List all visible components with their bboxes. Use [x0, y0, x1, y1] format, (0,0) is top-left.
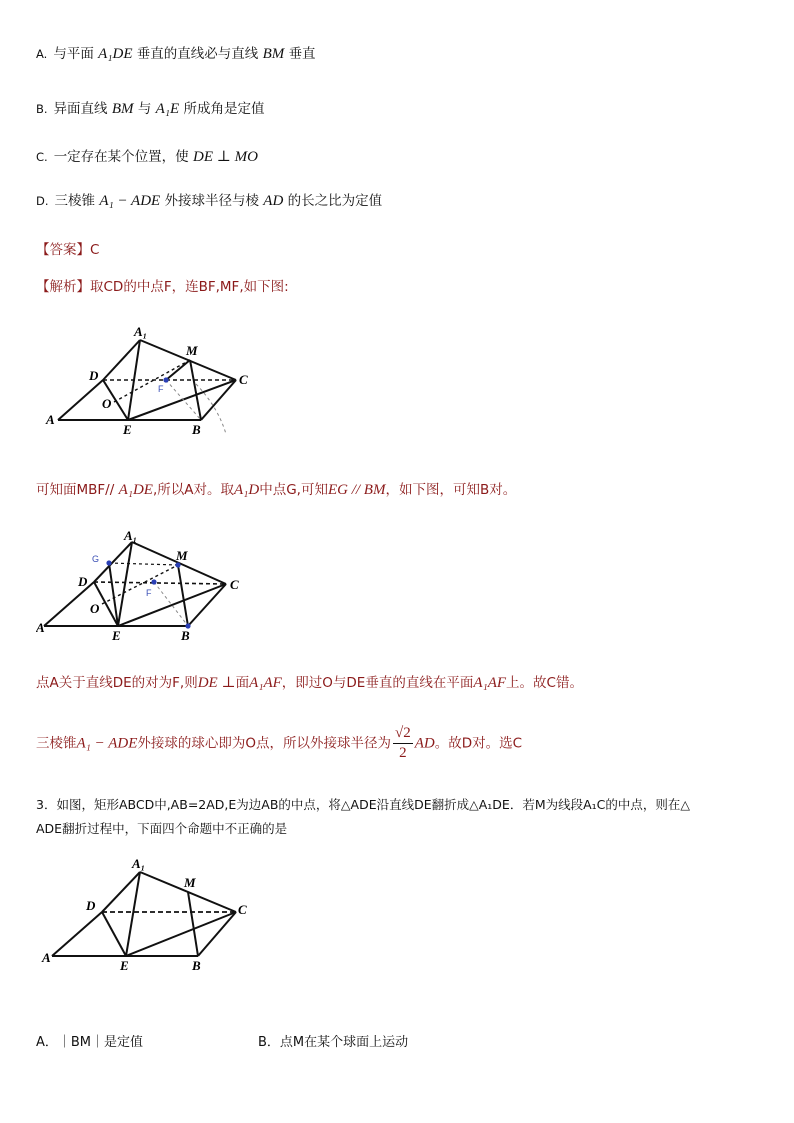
option-b-math-2: A₁E — [155, 101, 180, 117]
answer-prefix: 【答案】 — [36, 242, 90, 258]
fig2-dashed-GM — [109, 563, 178, 565]
para2-text-1: 点A关于直线DE的对为F,则 — [36, 675, 198, 691]
fig3-label-M: M — [184, 875, 196, 890]
option-b-math-1: BM — [111, 101, 134, 117]
fig1-dashed-OM — [114, 360, 190, 402]
fig1-point-F — [163, 377, 168, 382]
option-d-text-3: 的长之比为定值 — [287, 193, 383, 209]
fig3-edge-EC — [126, 912, 236, 956]
para2-math-3: A₁AF — [473, 675, 507, 691]
fig2-label-C: C — [230, 577, 239, 592]
option-c-label: C. — [36, 150, 48, 164]
fig2-point-G — [106, 560, 111, 565]
option-d-text-2: 外接球半径与棱 — [164, 193, 259, 209]
answer-value: C — [90, 242, 100, 258]
fig3-label-B: B — [192, 958, 201, 973]
fig2-label-F: F — [146, 588, 152, 598]
para1-text-4: ，如下图，可知B对。 — [385, 482, 517, 498]
para2-text-2: 面 — [235, 675, 250, 691]
para3-frac-num: √2 — [393, 726, 413, 744]
fig1-label-F: F — [158, 384, 164, 394]
para3-text-1: 三棱锥 — [36, 735, 77, 752]
fig1-label-O: O — [102, 396, 112, 411]
fig2-label-A1: A₁ — [124, 530, 138, 543]
fig2-label-D: D — [78, 574, 88, 589]
option-d-math-1: A₁ − ADE — [99, 193, 161, 209]
option-a-math-2: BM — [262, 46, 285, 62]
para2-math-1: DE ⊥ — [197, 675, 236, 691]
para2-text-4: 上。故C错。 — [506, 675, 583, 691]
para3-fraction — [393, 726, 413, 761]
answer-line — [36, 238, 99, 258]
figure-3 — [36, 856, 266, 974]
fig3-label-C: C — [238, 902, 247, 917]
option-a — [36, 42, 316, 63]
para1-math-3: EG // BM — [327, 482, 386, 498]
analysis-para-1 — [36, 478, 516, 499]
para3-math-2: AD — [414, 735, 435, 752]
option-b-label: B. — [36, 102, 48, 116]
analysis-para-2 — [36, 671, 583, 692]
fig3-label-A: A — [42, 950, 51, 965]
q3-option-b: B．点M在某个球面上运动 — [258, 1035, 409, 1050]
fig3-label-D: D — [86, 898, 96, 913]
option-a-text-3: 垂直 — [288, 46, 316, 62]
fig2-label-G: G — [92, 554, 100, 564]
option-b-text-1: 异面直线 — [53, 101, 108, 117]
fig1-edge-MF — [166, 360, 190, 380]
option-c-text-1: 一定存在某个位置，使 — [53, 149, 189, 165]
fig2-point-M — [175, 562, 180, 567]
option-a-math-1: A₁DE — [98, 46, 133, 62]
fig1-label-M: M — [186, 343, 198, 358]
fig3-label-E: E — [120, 958, 129, 973]
q3-stem-line-1: 3．如图，矩形ABCD中,AB=2AD,E为边AB的中点，将△ADE沿直线DE翻折成△A₁DE．若M为线段A₁C的中点，则在△ — [36, 797, 691, 812]
fig1-label-B: B — [192, 422, 201, 437]
para3-math-1: A₁ − ADE — [76, 735, 138, 752]
option-b-text-3: 所成角是定值 — [183, 101, 265, 117]
fig2-dashed-FB — [154, 582, 188, 626]
fig2-edge-CB — [188, 584, 226, 626]
fig1-label-A1: A₁ — [134, 324, 148, 339]
para1-math-1: A₁DE — [118, 482, 153, 498]
fig1-label-D: D — [89, 368, 99, 383]
fig2-edge-EC — [118, 584, 226, 626]
option-d — [36, 189, 382, 210]
fig1-label-C: C — [239, 372, 248, 387]
option-a-label: A. — [36, 47, 48, 61]
option-c-math-1: DE ⊥ MO — [192, 149, 258, 165]
option-b-text-2: 与 — [137, 101, 152, 117]
para2-math-2: A₁AF — [249, 675, 282, 691]
analysis-para-3 — [36, 726, 522, 761]
fig1-edge-AD — [58, 380, 103, 420]
para3-text-2: 外接球的球心即为O点，所以外接球半径为 — [137, 735, 392, 752]
fig2-label-B: B — [181, 628, 190, 642]
analysis-line — [36, 275, 289, 295]
analysis-text: 取CD的中点F，连BF,MF,如下图: — [90, 279, 289, 295]
fig2-label-E: E — [112, 628, 121, 642]
fig3-edge-AD — [52, 912, 102, 956]
para3-text-3: 。故D对。选C — [434, 735, 523, 752]
option-d-label: D. — [36, 194, 49, 208]
option-d-math-2: AD — [263, 193, 284, 209]
fig3-edge-DE — [102, 912, 126, 956]
figure-1 — [36, 322, 266, 438]
option-a-text-2: 垂直的直线必与直线 — [136, 46, 259, 62]
fig1-label-A: A — [46, 412, 55, 427]
option-c — [36, 145, 258, 166]
fig2-label-O: O — [90, 601, 100, 616]
para1-text-2: ,所以A对。取 — [152, 482, 234, 498]
fig3-label-A1: A₁ — [132, 856, 146, 871]
fig2-point-F — [151, 579, 156, 584]
fig2-label-A: A — [36, 620, 45, 635]
q3-stem-line-2: ADE翻折过程中，下面四个命题中不正确的是 — [36, 821, 288, 836]
fig1-edge-MB — [190, 360, 201, 420]
para3-frac-den: 2 — [399, 745, 407, 761]
para1-text-3: 中点G,可知 — [259, 482, 328, 498]
fig2-edge-MB — [178, 565, 188, 626]
fig2-label-M: M — [176, 548, 188, 563]
fig2-dashed-DC — [94, 582, 226, 584]
figure-2 — [36, 530, 256, 642]
fig1-label-E: E — [123, 422, 132, 437]
para2-text-3: ，即过O与DE垂直的直线在平面 — [281, 675, 474, 691]
option-a-text-1: 与平面 — [53, 46, 94, 62]
option-b — [36, 97, 264, 118]
option-d-text-1: 三棱锥 — [54, 193, 96, 209]
q3-option-a: A．｜BM｜是定值 — [36, 1035, 144, 1050]
analysis-prefix: 【解析】 — [36, 279, 90, 295]
para1-text-1: 可知面MBF// — [36, 482, 115, 498]
para1-math-2: A₁D — [233, 482, 260, 498]
fig3-edge-MB — [188, 892, 198, 956]
